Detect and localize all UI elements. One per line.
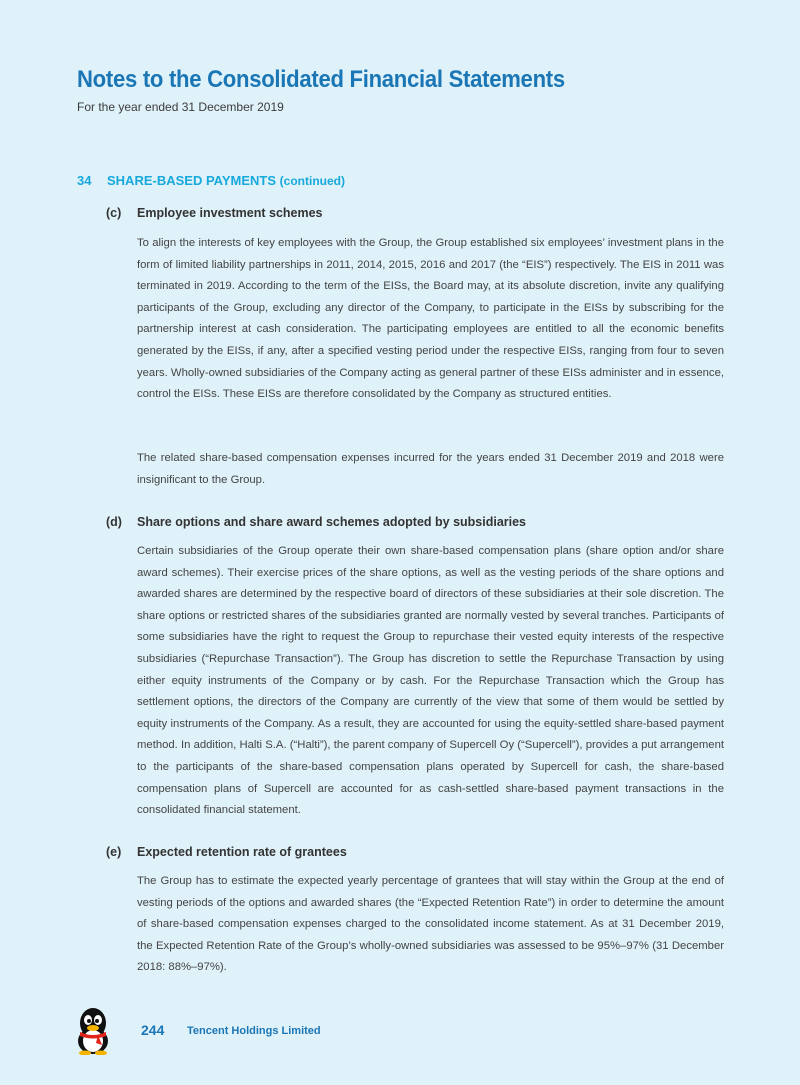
- subsection-c-paragraph-2: The related share-based compensation expenses incurred for the years ended 31 December 2019 and 2018 were insignificant to the Group.: [137, 452, 724, 486]
- subsection-e-heading: [106, 845, 347, 859]
- subsection-title: Expected retention rate of grantees: [137, 845, 347, 859]
- subsection-d-paragraph-1: Certain subsidiaries of the Group operate their own share-based compensation plans (share option and/or share award schemes). Their exercise prices of the share options, as well as the vesting periods of the share options and awarded shares are determined by the respective board of directors of these subsidiaries at their sole discretion. The share options or restricted shares of the subsidiaries granted are normally vested by several tranches. Participants of some subsidiaries have the right to request the Group to repurchase their vested equity interests of the respective subsidiaries (“Repurchase Transaction”). The Group has discretion to settle the Repurchase Transaction by using either equity instruments of the Company or by cash. For the Repurchase Transaction which the Group has settlement options, the directors of the Company are currently of the view that some of them would be settled by equity instruments of the Company. As a result, they are accounted for using the equity-settled share-based payment method. In addition, Halti S.A. (“Halti”), the parent company of Supercell Oy (“Supercell”), provides a put arrangement to the participants of the share-based compensation plans operated by Supercell for cash, the share-based compensation plans of Supercell are accounted for as cash-settled share-based payment transactions in the consolidated financial statement.: [137, 545, 724, 817]
- subsection-letter: (d): [106, 515, 122, 529]
- page-subtitle: For the year ended 31 December 2019: [77, 100, 284, 114]
- page-title: Notes to the Consolidated Financial Statements: [77, 66, 565, 93]
- footer-page-number: 244: [141, 1022, 165, 1038]
- subsection-title: Share options and share award schemes adopted by subsidiaries: [137, 515, 527, 529]
- subsection-letter: (e): [106, 845, 122, 859]
- section-continued: (continued): [279, 174, 345, 188]
- subsection-c-heading: [106, 206, 323, 220]
- penguin-logo-icon: [72, 1005, 114, 1055]
- subsection-e-paragraph-1: The Group has to estimate the expected yearly percentage of grantees that will stay within the Group at the end of vesting periods of the options and awarded shares (the “Expected Retention Rate”) in order to determine the amount of share-based compensation expenses charged to the consolidated income statement. As at 31 December 2019, the Expected Retention Rate of the Group’s wholly-owned subsidiaries was assessed to be 95%–97% (31 December 2018: 88%–97%).: [137, 875, 724, 974]
- subsection-d-heading: [106, 515, 526, 529]
- section-number: 34: [77, 173, 92, 188]
- section-heading: [77, 173, 345, 188]
- subsection-c-paragraph-1: To align the interests of key employees with the Group, the Group established six employees’ investment plans in the form of limited liability partnerships in 2011, 2014, 2015, 2016 and 2017 (the “EIS”) respectively. The EIS in 2011 was terminated in 2019. According to the term of the EISs, the Board may, at its absolute discretion, invite any qualifying participants of the Group, excluding any director of the Company, to participate in the EISs by subscribing for the partnership interest at cash consideration. The participating employees are entitled to all the economic benefits generated by the EISs, if any, after a specified vesting period under the respective EISs, ranging from four to seven years. Wholly-owned subsidiaries of the Company acting as general partner of these EISs administer and in essence, control the EISs. These EISs are therefore consolidated by the Company as structured entities.: [137, 237, 724, 401]
- section-title: SHARE-BASED PAYMENTS: [107, 173, 277, 188]
- subsection-letter: (c): [106, 206, 122, 220]
- subsection-title: Employee investment schemes: [137, 206, 323, 220]
- footer-company-name: Tencent Holdings Limited: [187, 1025, 321, 1037]
